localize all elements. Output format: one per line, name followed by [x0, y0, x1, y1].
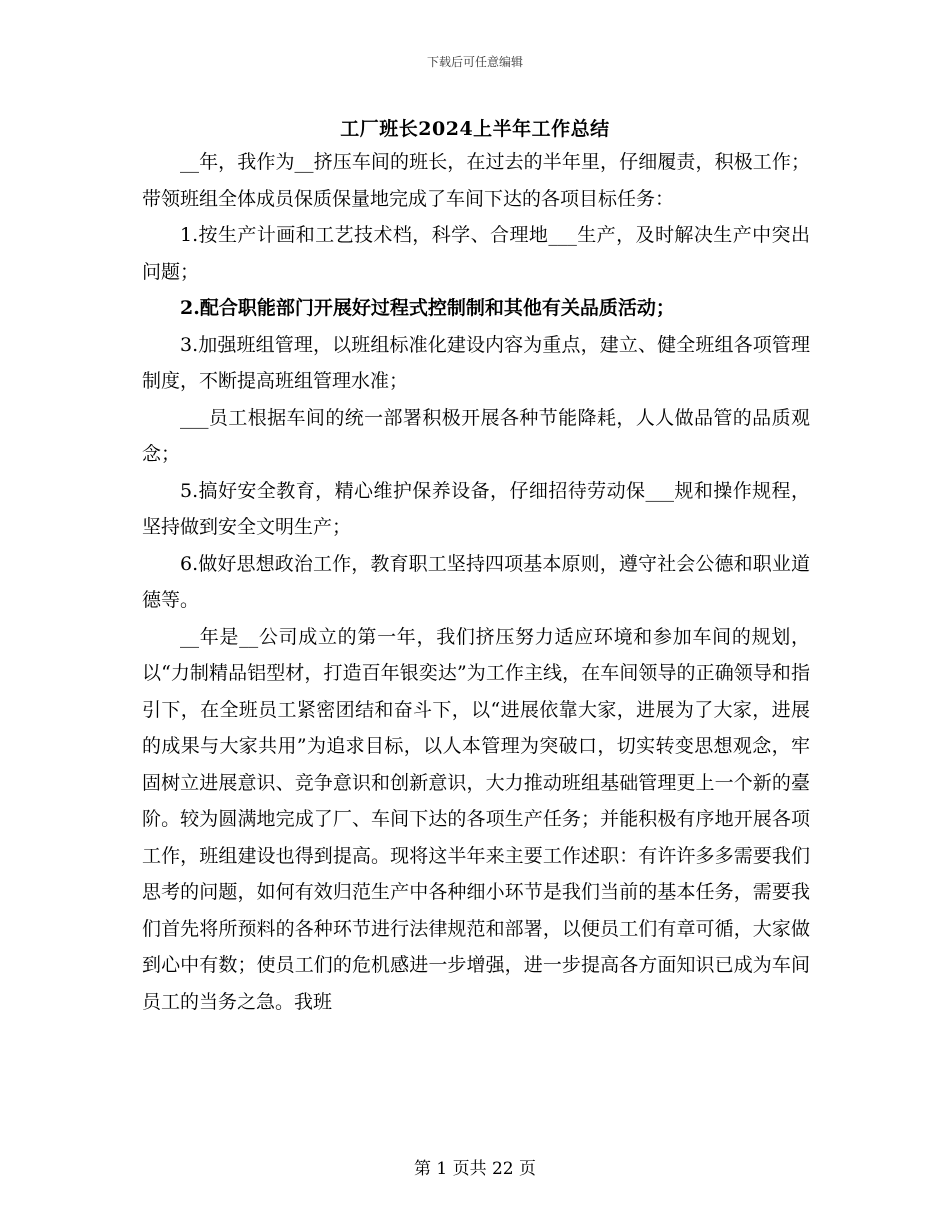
- paragraph-item-3: 3.加强班组管理，以班组标准化建设内容为重点，建立、健全班组各项管理制度，不断提高班组管理水准；: [142, 333, 810, 392]
- paragraph-item-1: 1.按生产计画和工艺技术档，科学、合理地___生产，及时解决生产中突出问题；: [142, 224, 810, 283]
- header-note: 下载后可任意编辑: [426, 55, 523, 69]
- paragraph-item-6: 6.做好思想政治工作，教育职工坚持四项基本原则，遵守社会公德和职业道德等。: [142, 552, 810, 611]
- paragraph-item-5: 5.搞好安全教育，精心维护保养设备，仔细招待劳动保___规和操作规程，坚持做到安全文明生产；: [142, 479, 810, 538]
- document-body: [142, 144, 810, 1020]
- page-number: 第 1 页共 22 页: [413, 1159, 537, 1179]
- paragraph-item-2: 2.配合职能部门开展好过程式控制制和其他有关品质活动；: [180, 297, 675, 319]
- document-title: 工厂班长2024上半年工作总结: [340, 118, 610, 140]
- paragraph-summary: __年是__公司成立的第一年，我们挤压努力适应环境和参加车间的规划，以“力制精品铝型材，打造百年银奕达”为工作主线，在车间领导的正确领导和指引下，在全班员工紧密团结和奋斗下，以“进展依靠大家，进展为了大家，进展的成果与大家共用”为追求目标，以人本管理为突破口，切实转变思想观念，牢固树立进展意识、竞争意识和创新意识，大力推动班组基础管理更上一个新的臺阶。较为圆满地完成了厂、车间下达的各项生产任务；并能积极有序地开展各项工作，班组建设也得到提高。现将这半年来主要工作述职：有许许多多需要我们思考的问题，如何有效归范生产中各种细小环节是我们当前的基本任务，需要我们首先将所预料的各种环节进行法律规范和部署，以便员工们有章可循，大家做到心中有数；使员工们的危机感进一步增强，进一步提高各方面知识已成为车间员工的当务之急。我班: [142, 625, 810, 1013]
- paragraph-item-4: ___员工根据车间的统一部署积极开展各种节能降耗，人人做品管的品质观念；: [142, 406, 810, 465]
- paragraph-intro: __年，我作为__挤压车间的班长，在过去的半年里，仔细履责，积极工作；带领班组全体成员保质保量地完成了车间下达的各项目标任务：: [142, 151, 810, 210]
